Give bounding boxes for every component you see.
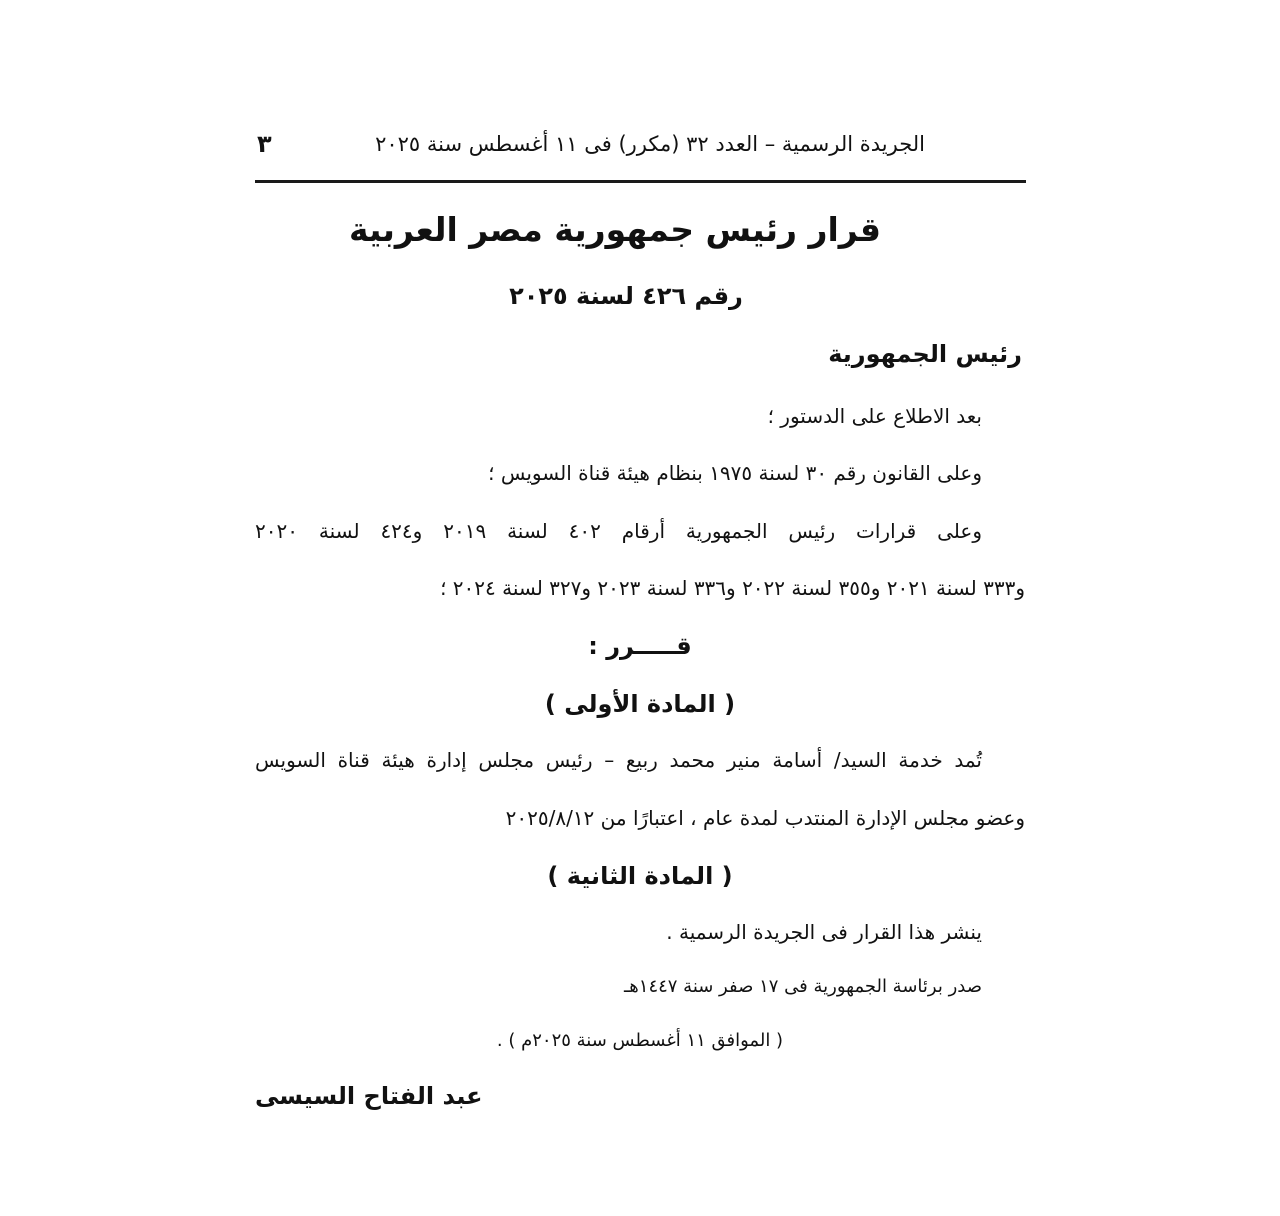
article-2-heading: ( المادة الثانية ) [547, 862, 733, 890]
page-header [255, 130, 1025, 166]
article-1-line-2: وعضو مجلس الإدارة المنتدب لمدة عام ، اعتبارًا من ٢٠٢٥/٨/١٢ [505, 806, 1025, 830]
issued-date-hijri: صدر برئاسة الجمهورية فى ١٧ صفر سنة ١٤٤٧هـ [624, 976, 982, 997]
preamble-line-3: وعلى قرارات رئيس الجمهورية أرقام ٤٠٢ لسنة ٢٠١٩ و٤٢٤ لسنة ٢٠٢٠ [255, 519, 983, 543]
decided-heading: قـــــرر : [588, 632, 692, 660]
preamble-line-2: وعلى القانون رقم ٣٠ لسنة ١٩٧٥ بنظام هيئة قناة السويس ؛ [488, 461, 982, 485]
gazette-issue-title: الجريدة الرسمية – العدد ٣٢ (مكرر) فى ١١ أغسطس سنة ٢٠٢٥ [375, 132, 925, 156]
page-number: ٣ [257, 130, 272, 158]
article-1-line-1-wrapper [255, 748, 982, 772]
decree-number: رقم ٤٢٦ لسنة ٢٠٢٥ [509, 282, 743, 310]
article-1-line-1: تُمد خدمة السيد/ أسامة منير محمد ربيع – رئيس مجلس إدارة هيئة قناة السويس [255, 748, 982, 772]
preamble-line-3-wrapper [255, 519, 982, 543]
article-2-line-1: ينشر هذا القرار فى الجريدة الرسمية . [666, 920, 982, 944]
decree-issuer: رئيس الجمهورية [828, 340, 1022, 368]
decree-title: قرار رئيس جمهورية مصر العربية [349, 210, 881, 249]
issued-date-gregorian: ( الموافق ١١ أغسطس سنة ٢٠٢٥م ) . [496, 1030, 784, 1051]
header-divider [255, 180, 1026, 183]
preamble-line-4: و٣٣٣ لسنة ٢٠٢١ و٣٥٥ لسنة ٢٠٢٢ و٣٣٦ لسنة ٢٠٢٣ و٣٢٧ لسنة ٢٠٢٤ ؛ [440, 576, 1025, 600]
preamble-line-1: بعد الاطلاع على الدستور ؛ [767, 404, 982, 428]
article-1-heading: ( المادة الأولى ) [544, 690, 736, 718]
signatory-name: عبد الفتاح السيسى [255, 1082, 483, 1110]
